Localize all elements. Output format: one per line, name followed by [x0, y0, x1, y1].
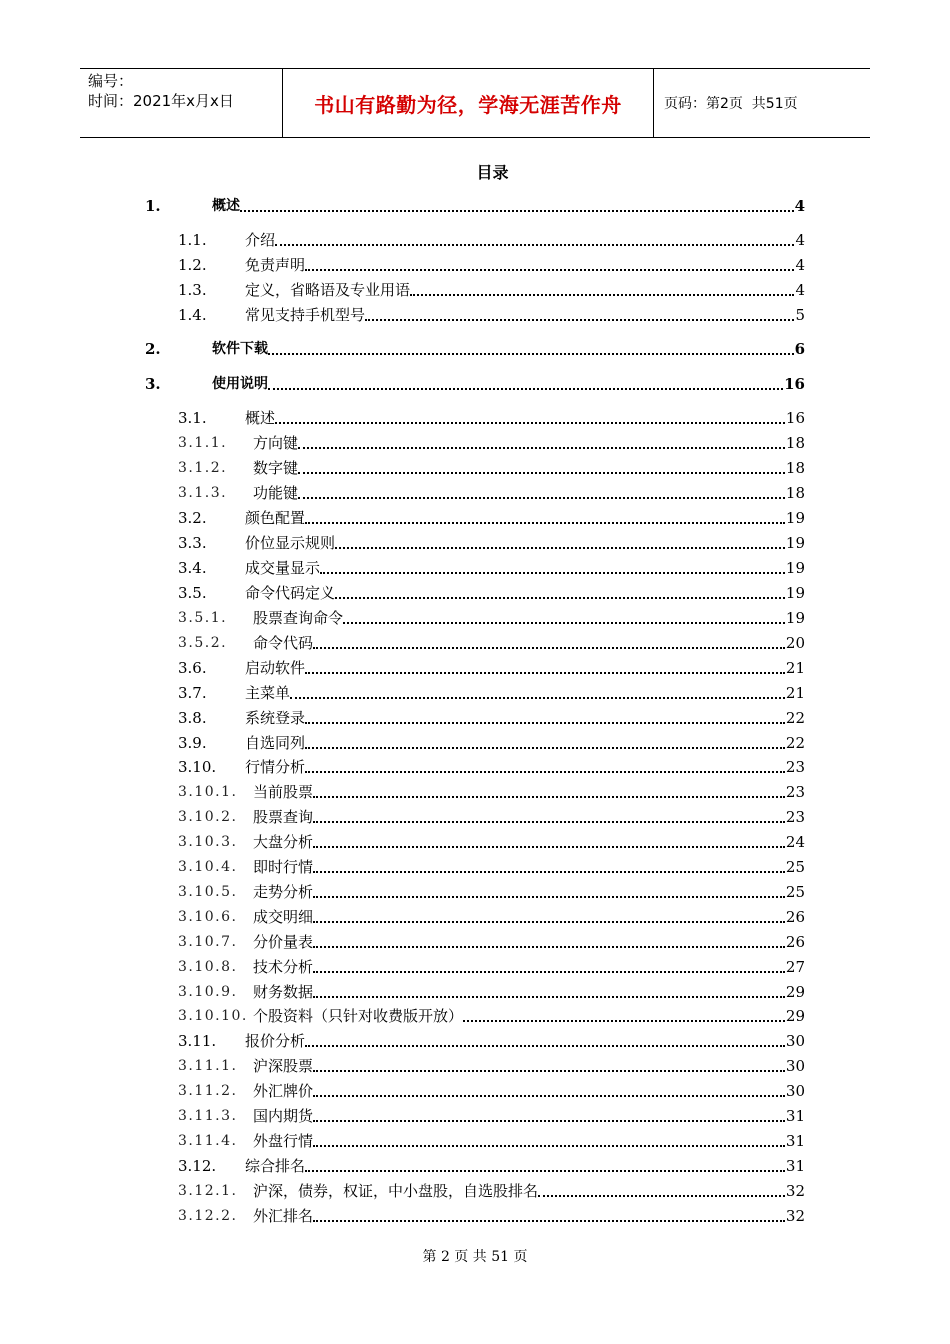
toc-entry-label: 国内期货 — [253, 1107, 314, 1125]
toc-entry-label: 命令代码 — [253, 634, 314, 652]
toc-entry[interactable] — [0, 1180, 950, 1202]
toc-entry-page: 22 — [785, 709, 805, 727]
toc-leader-dots — [335, 582, 785, 599]
toc-entry-label: 外汇排名 — [253, 1207, 314, 1225]
toc-entry-label: 概述 — [212, 198, 240, 214]
toc-entry-number: 3.10.2. — [178, 809, 238, 825]
toc-entry[interactable] — [0, 607, 950, 629]
toc-entry-number: 3.11.2. — [178, 1083, 238, 1099]
toc-entry-label: 使用说明 — [212, 376, 268, 392]
toc-entry-label: 免责声明 — [245, 256, 306, 274]
toc-entry-number: 3.2. — [178, 509, 207, 527]
toc-entry-page: 4 — [795, 281, 805, 299]
toc-entry-number: 3.3. — [178, 534, 207, 552]
toc-entry-number: 1.3. — [178, 281, 207, 299]
toc-leader-dots — [320, 557, 785, 574]
toc-entry-label: 外汇牌价 — [253, 1082, 314, 1100]
toc-entry-number: 3.10.4. — [178, 859, 238, 875]
toc-leader-dots — [365, 304, 794, 321]
toc-leader-dots — [313, 1055, 785, 1072]
toc-entry[interactable] — [0, 831, 950, 853]
toc-entry-page: 32 — [785, 1207, 805, 1225]
toc-entry[interactable] — [0, 781, 950, 803]
toc-entry-number: 3.11.4. — [178, 1133, 238, 1149]
toc-entry-page: 21 — [785, 659, 805, 677]
page-header — [80, 68, 870, 138]
toc-entry-number: 3.10.3. — [178, 834, 238, 850]
toc-entry-page: 31 — [785, 1157, 805, 1175]
toc-entry-page: 5 — [795, 306, 805, 324]
toc-entry-page: 23 — [785, 808, 805, 826]
toc-leader-dots — [313, 906, 785, 923]
toc-leader-dots — [313, 981, 785, 998]
toc-entry[interactable] — [0, 507, 950, 529]
toc-entry[interactable] — [0, 432, 950, 454]
toc-leader-dots — [313, 931, 785, 948]
toc-entry-page: 4 — [795, 256, 805, 274]
toc-entry-page: 30 — [785, 1032, 805, 1050]
toc-entry-label: 外盘行情 — [253, 1132, 314, 1150]
toc-entry[interactable] — [0, 856, 950, 878]
toc-entry-number: 3.12.1. — [178, 1183, 238, 1199]
toc-entry-number: 3.10.6. — [178, 909, 238, 925]
toc-entry-number: 3.10.10. — [178, 1008, 248, 1024]
toc-entry-page: 18 — [785, 459, 805, 477]
toc-entry-page: 32 — [785, 1182, 805, 1200]
toc-entry-label: 概述 — [245, 409, 276, 427]
toc-entry-label: 成交明细 — [253, 908, 314, 926]
toc-entry-number: 3.1.2. — [178, 460, 228, 476]
toc-entry-label: 介绍 — [245, 231, 276, 249]
toc-entry-label: 成交量显示 — [245, 559, 321, 577]
toc-leader-dots — [463, 1005, 785, 1022]
document-time: 时间：2021年x月x日 — [88, 92, 234, 110]
toc-entry[interactable] — [0, 373, 950, 395]
toc-entry[interactable] — [0, 682, 950, 704]
toc-leader-dots — [268, 373, 783, 390]
toc-entry-number: 3.1.3. — [178, 485, 228, 501]
toc-entry-page: 19 — [785, 584, 805, 602]
toc-entry[interactable] — [0, 1005, 950, 1027]
header-meta — [80, 69, 282, 137]
toc-entry-number: 3.9. — [178, 734, 207, 752]
toc-entry-page: 31 — [785, 1132, 805, 1150]
toc-entry-number: 2. — [145, 340, 161, 358]
toc-entry-page: 6 — [794, 340, 805, 358]
toc-entry-page: 16 — [784, 375, 805, 393]
toc-entry-page: 16 — [785, 409, 805, 427]
toc-entry[interactable] — [0, 279, 950, 301]
toc-leader-dots — [298, 457, 785, 474]
toc-leader-dots — [313, 1130, 785, 1147]
toc-entry[interactable] — [0, 881, 950, 903]
toc-title: 目录 — [476, 163, 509, 182]
toc-leader-dots — [305, 707, 785, 724]
toc-entry-label: 常见支持手机型号 — [245, 306, 366, 324]
toc-entry-number: 3.10. — [178, 758, 217, 776]
toc-leader-dots — [313, 806, 785, 823]
toc-entry-label: 方向键 — [253, 434, 299, 452]
toc-entry-label: 沪深股票 — [253, 1057, 314, 1075]
toc-entry-label: 沪深，债券，权证，中小盘股，自选股排名 — [253, 1182, 539, 1200]
toc-entry-page: 18 — [785, 434, 805, 452]
toc-entry-number: 3.10.1. — [178, 784, 238, 800]
toc-entry-number: 3.10.7. — [178, 934, 238, 950]
toc-entry-label: 行情分析 — [245, 758, 306, 776]
toc-entry-page: 19 — [785, 609, 805, 627]
toc-entry-label: 股票查询命令 — [253, 609, 344, 627]
toc-entry[interactable] — [0, 457, 950, 479]
header-page-info: 页码：第2页 共51页 — [664, 96, 798, 112]
toc-leader-dots — [313, 1080, 785, 1097]
toc-entry[interactable] — [0, 632, 950, 654]
toc-leader-dots — [538, 1180, 785, 1197]
toc-entry-page: 30 — [785, 1057, 805, 1075]
page-footer: 第 2 页 共 51 页 — [422, 1249, 528, 1265]
toc-entry[interactable] — [0, 1030, 950, 1052]
toc-entry-number: 3.12. — [178, 1157, 217, 1175]
toc-entry[interactable] — [0, 1105, 950, 1127]
toc-entry[interactable] — [0, 1130, 950, 1152]
toc-entry-label: 个股资料（只针对收费版开放） — [253, 1007, 464, 1025]
toc-entry-page: 23 — [785, 758, 805, 776]
toc-leader-dots — [313, 1105, 785, 1122]
toc-entry[interactable] — [0, 482, 950, 504]
toc-entry-label: 分价量表 — [253, 933, 314, 951]
toc-entry-number: 3.6. — [178, 659, 207, 677]
toc-entry-number: 3.4. — [178, 559, 207, 577]
toc-entry-page: 19 — [785, 534, 805, 552]
toc-entry-number: 3.11.1. — [178, 1058, 238, 1074]
toc-entry-number: 1. — [145, 197, 161, 215]
toc-entry-number: 3.5.2. — [178, 635, 228, 651]
toc-leader-dots — [313, 831, 785, 848]
toc-leader-dots — [313, 1205, 785, 1222]
toc-entry-label: 启动软件 — [245, 659, 306, 677]
toc-entry-page: 27 — [785, 958, 805, 976]
toc-leader-dots — [240, 195, 794, 212]
toc-entry-page: 31 — [785, 1107, 805, 1125]
toc-entry-number: 1.1. — [178, 231, 207, 249]
header-motto: 书山有路勤为径，学海无涯苦作舟 — [282, 69, 654, 137]
toc-entry-label: 数字键 — [253, 459, 299, 477]
toc-entry-page: 21 — [785, 684, 805, 702]
toc-entry-label: 颜色配置 — [245, 509, 306, 527]
toc-entry-page: 25 — [785, 883, 805, 901]
toc-entry-number: 3.8. — [178, 709, 207, 727]
toc-entry[interactable] — [0, 931, 950, 953]
toc-leader-dots — [313, 781, 785, 798]
toc-entry-number: 3.7. — [178, 684, 207, 702]
toc-entry[interactable] — [0, 338, 950, 360]
toc-leader-dots — [298, 482, 785, 499]
toc-leader-dots — [313, 881, 785, 898]
toc-entry-number: 1.4. — [178, 306, 207, 324]
toc-entry-page: 20 — [785, 634, 805, 652]
toc-entry-page: 29 — [785, 1007, 805, 1025]
toc-entry-label: 报价分析 — [245, 1032, 306, 1050]
toc-entry[interactable] — [0, 254, 950, 276]
toc-entry[interactable] — [0, 195, 950, 217]
toc-leader-dots — [343, 607, 785, 624]
toc-entry-number: 3.5.1. — [178, 610, 228, 626]
toc-entry[interactable] — [0, 756, 950, 778]
toc-leader-dots — [305, 1030, 785, 1047]
toc-entry-number: 3.1.1. — [178, 435, 228, 451]
toc-entry[interactable] — [0, 956, 950, 978]
toc-entry-label: 技术分析 — [253, 958, 314, 976]
toc-entry[interactable] — [0, 532, 950, 554]
toc-entry-page: 24 — [785, 833, 805, 851]
document-number: 编号： — [88, 72, 134, 90]
toc-leader-dots — [275, 407, 785, 424]
toc-leader-dots — [305, 254, 794, 271]
toc-entry-page: 26 — [785, 908, 805, 926]
toc-entry-label: 主菜单 — [245, 684, 291, 702]
toc-entry[interactable] — [0, 407, 950, 429]
toc-entry-label: 综合排名 — [245, 1157, 306, 1175]
toc-entry[interactable] — [0, 582, 950, 604]
toc-entry-page: 4 — [795, 231, 805, 249]
toc-entry-number: 3.12.2. — [178, 1208, 238, 1224]
toc-entry-number: 3. — [145, 375, 161, 393]
toc-leader-dots — [313, 956, 785, 973]
toc-entry[interactable] — [0, 707, 950, 729]
toc-leader-dots — [298, 432, 785, 449]
toc-entry[interactable] — [0, 906, 950, 928]
toc-leader-dots — [305, 507, 785, 524]
toc-leader-dots — [305, 732, 785, 749]
toc-entry-page: 30 — [785, 1082, 805, 1100]
toc-entry[interactable] — [0, 981, 950, 1003]
toc-entry-label: 命令代码定义 — [245, 584, 336, 602]
toc-entry[interactable] — [0, 1155, 950, 1177]
toc-entry-page: 22 — [785, 734, 805, 752]
toc-leader-dots — [305, 657, 785, 674]
toc-leader-dots — [268, 338, 794, 355]
toc-leader-dots — [275, 229, 794, 246]
toc-entry-label: 股票查询 — [253, 808, 314, 826]
toc-entry-number: 3.11. — [178, 1032, 217, 1050]
toc-leader-dots — [305, 1155, 785, 1172]
toc-entry-label: 系统登录 — [245, 709, 306, 727]
toc-entry[interactable] — [0, 1055, 950, 1077]
toc-entry-label: 软件下载 — [212, 341, 268, 357]
toc-entry-label: 走势分析 — [253, 883, 314, 901]
toc-leader-dots — [290, 682, 785, 699]
toc-entry-number: 3.5. — [178, 584, 207, 602]
toc-entry-number: 3.10.5. — [178, 884, 238, 900]
toc-entry[interactable] — [0, 1080, 950, 1102]
toc-entry[interactable] — [0, 806, 950, 828]
toc-entry-number: 3.10.9. — [178, 984, 238, 1000]
toc-entry-label: 定义，省略语及专业用语 — [245, 281, 411, 299]
toc-entry-label: 价位显示规则 — [245, 534, 336, 552]
toc-entry[interactable] — [0, 657, 950, 679]
toc-entry-label: 当前股票 — [253, 783, 314, 801]
toc-entry-page: 18 — [785, 484, 805, 502]
toc-leader-dots — [313, 856, 785, 873]
toc-entry[interactable] — [0, 732, 950, 754]
toc-leader-dots — [335, 532, 785, 549]
toc-entry-label: 大盘分析 — [253, 833, 314, 851]
toc-leader-dots — [305, 756, 785, 773]
toc-entry-page: 19 — [785, 559, 805, 577]
toc-entry[interactable] — [0, 304, 950, 326]
toc-entry[interactable] — [0, 229, 950, 251]
toc-entry-page: 26 — [785, 933, 805, 951]
toc-entry-page: 29 — [785, 983, 805, 1001]
toc-entry-label: 即时行情 — [253, 858, 314, 876]
toc-entry-label: 财务数据 — [253, 983, 314, 1001]
toc-entry-label: 功能键 — [253, 484, 299, 502]
toc-leader-dots — [410, 279, 794, 296]
toc-entry-number: 3.11.3. — [178, 1108, 238, 1124]
toc-entry-page: 19 — [785, 509, 805, 527]
toc-entry-page: 23 — [785, 783, 805, 801]
toc-leader-dots — [313, 632, 785, 649]
toc-entry-number: 1.2. — [178, 256, 207, 274]
toc-entry[interactable] — [0, 557, 950, 579]
toc-entry[interactable] — [0, 1205, 950, 1227]
toc-entry-page: 25 — [785, 858, 805, 876]
toc-entry-number: 3.1. — [178, 409, 207, 427]
toc-entry-page: 4 — [794, 197, 805, 215]
toc-entry-label: 自选同列 — [245, 734, 306, 752]
toc-entry-number: 3.10.8. — [178, 959, 238, 975]
